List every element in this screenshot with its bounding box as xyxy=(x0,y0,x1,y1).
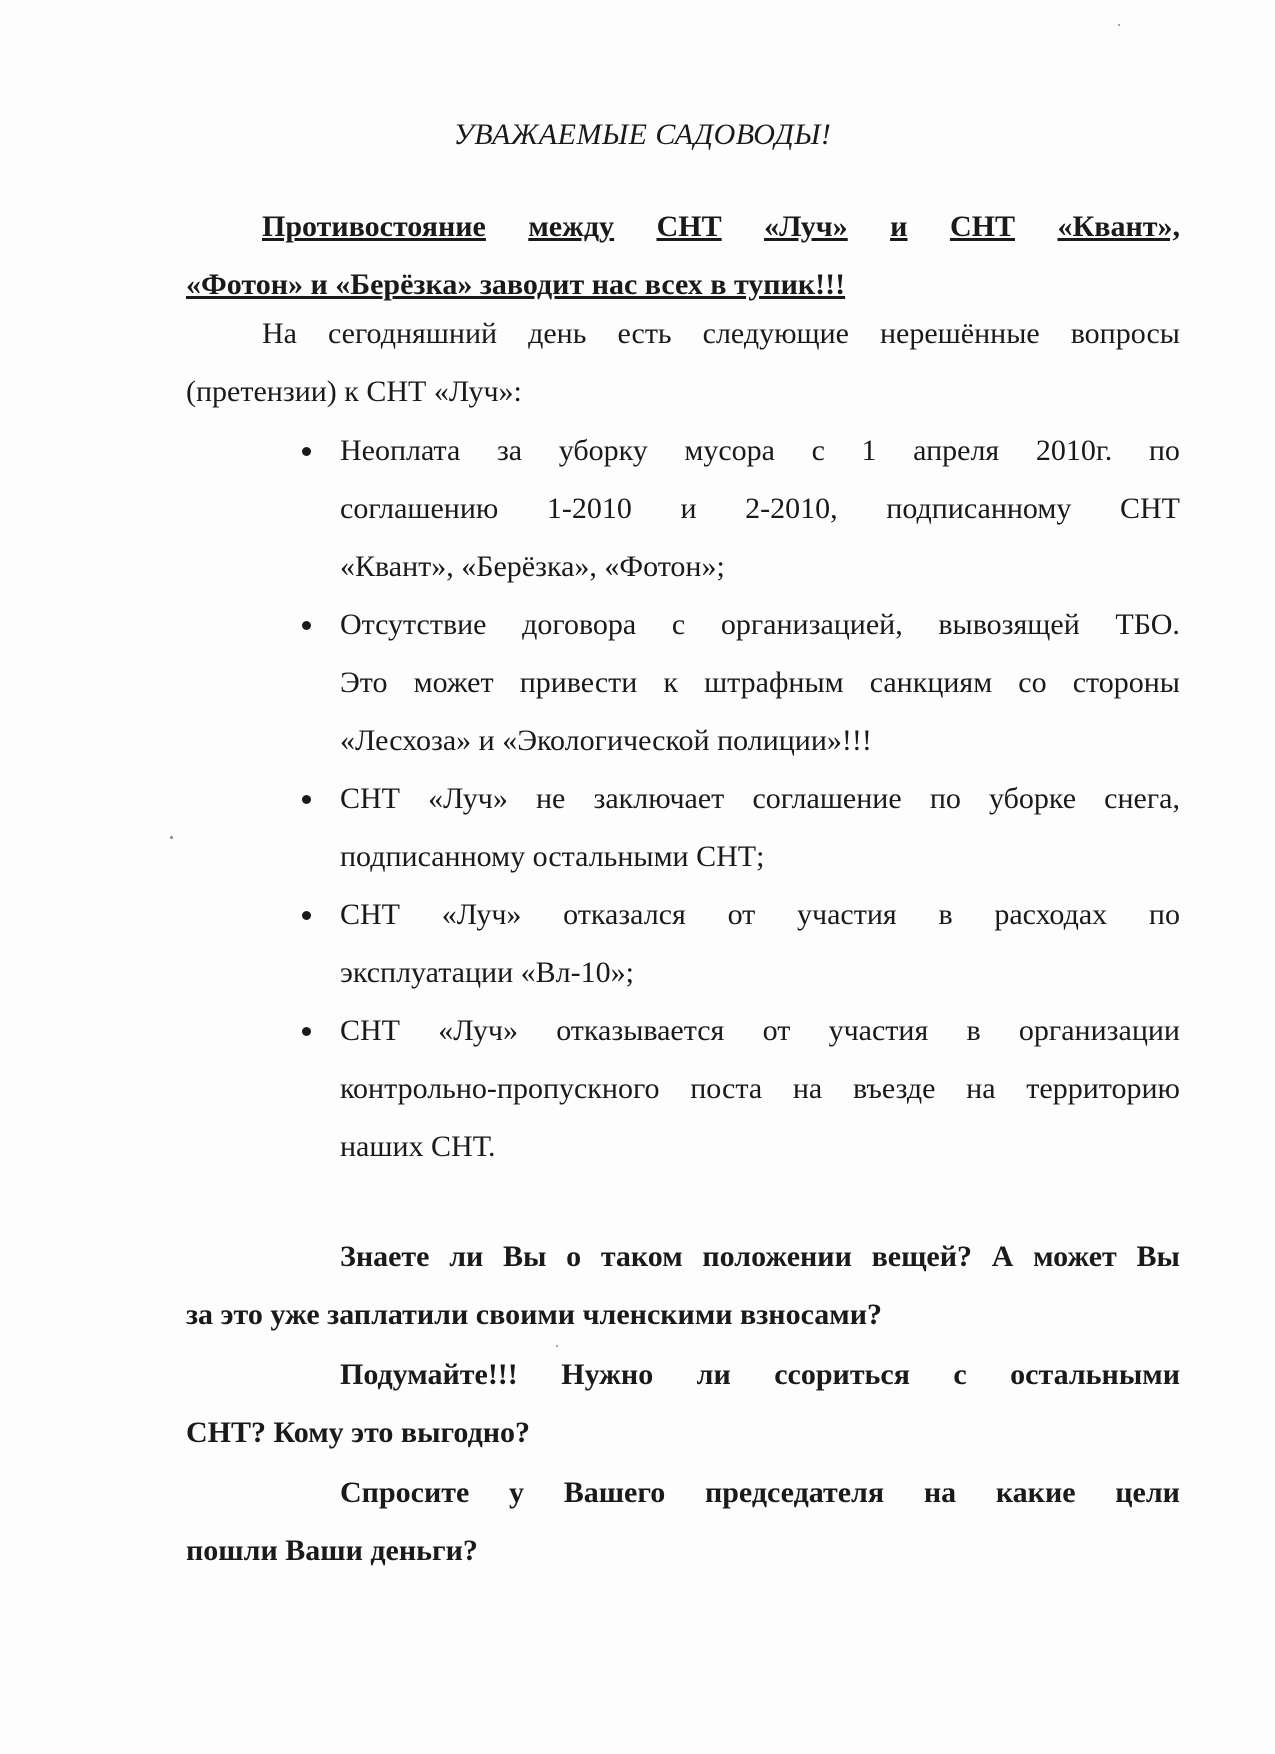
word: вывозящей xyxy=(938,608,1080,641)
word: по xyxy=(1148,898,1180,931)
word: с xyxy=(811,434,825,467)
word: поста xyxy=(690,1072,763,1105)
word: положении xyxy=(702,1240,852,1273)
word: с xyxy=(953,1358,967,1391)
word: какие xyxy=(995,1476,1076,1509)
word: снега, xyxy=(1104,782,1180,815)
word: договора xyxy=(522,608,637,641)
word: по xyxy=(929,782,961,815)
closing-paragraph xyxy=(186,1346,1180,1462)
list-item-line xyxy=(340,654,1180,712)
word: На xyxy=(262,317,297,350)
word: сегодняшний xyxy=(328,317,498,350)
intro-line-1 xyxy=(186,305,1180,363)
word: таком xyxy=(600,1240,683,1273)
word: остальными xyxy=(1010,1358,1180,1391)
bullet-icon xyxy=(302,1027,311,1036)
word: и xyxy=(890,210,908,243)
word: о xyxy=(566,1240,582,1273)
word: Противостояние xyxy=(262,210,486,243)
word: есть xyxy=(617,317,672,350)
word: ссориться xyxy=(774,1358,910,1391)
word: по xyxy=(1148,434,1180,467)
word: отказался xyxy=(563,898,686,931)
word: председателя xyxy=(704,1476,885,1509)
bullet-icon xyxy=(302,621,311,630)
word: цели xyxy=(1115,1476,1180,1509)
word: у xyxy=(509,1476,524,1509)
word: «Квант», xyxy=(1057,210,1180,243)
word: участия xyxy=(797,898,897,931)
word: организации xyxy=(1018,1014,1180,1047)
list-item-line xyxy=(340,596,1180,654)
word: Спросите xyxy=(340,1476,470,1509)
closing-line-2: за это уже заплатили своими членскими взносами? xyxy=(186,1298,882,1331)
word: заключает xyxy=(593,782,725,815)
scan-speck xyxy=(556,1345,558,1347)
word: Подумайте!!! xyxy=(340,1358,518,1391)
word: может xyxy=(1033,1240,1117,1273)
word: территорию xyxy=(1026,1072,1180,1105)
word: СНТ xyxy=(340,782,400,815)
word: Знаете xyxy=(340,1240,430,1273)
word: штрафным xyxy=(704,666,844,699)
word: СНТ xyxy=(656,210,722,243)
headline-line-2: «Фотон» и «Берёзка» заводит нас всех в тупик!!! xyxy=(186,268,846,301)
word: с xyxy=(671,608,686,641)
list-item-line: «Квант», «Берёзка», «Фотон»; xyxy=(340,550,725,583)
word: ТБО. xyxy=(1115,608,1180,641)
headline xyxy=(186,198,1180,314)
word: ли xyxy=(449,1240,484,1273)
word: «Луч» xyxy=(438,1014,518,1047)
word: СНТ xyxy=(949,210,1015,243)
scan-speck xyxy=(1118,24,1120,26)
list-item xyxy=(300,770,1180,886)
word: на xyxy=(792,1072,823,1105)
closing-line-1 xyxy=(186,1464,1180,1522)
word: 2010г. xyxy=(1035,434,1113,467)
word: со xyxy=(1018,666,1047,699)
word: санкциям xyxy=(869,666,993,699)
scan-speck xyxy=(170,836,173,839)
word: участия xyxy=(828,1014,929,1047)
word: от xyxy=(762,1014,791,1047)
word: «Луч» xyxy=(428,782,508,815)
word: вещей? xyxy=(871,1240,973,1273)
word: уборке xyxy=(989,782,1077,815)
page-title: УВАЖАЕМЫЕ САДОВОДЫ! xyxy=(453,118,832,151)
word: Нужно xyxy=(561,1358,654,1391)
word: апреля xyxy=(913,434,1000,467)
word: СНТ xyxy=(340,1014,400,1047)
closing-line-1 xyxy=(186,1346,1180,1404)
closing-line-2: СНТ? Кому это выгодно? xyxy=(186,1416,531,1449)
word: день xyxy=(528,317,587,350)
word: расходах xyxy=(994,898,1108,931)
intro-paragraph xyxy=(186,305,1180,421)
word: 1-2010 xyxy=(546,492,632,525)
closing-paragraph xyxy=(186,1228,1180,1344)
word: 2-2010, xyxy=(745,492,838,525)
list-item xyxy=(300,1002,1180,1176)
word: «Луч» xyxy=(764,210,848,243)
list-item xyxy=(300,886,1180,1002)
word: на xyxy=(923,1476,957,1509)
bullet-icon xyxy=(302,911,311,920)
word: в xyxy=(938,898,953,931)
word: привести xyxy=(519,666,638,699)
word: ли xyxy=(696,1358,731,1391)
closing-paragraph xyxy=(186,1464,1180,1580)
word: организацией, xyxy=(720,608,903,641)
word: нерешённые xyxy=(880,317,1040,350)
headline-line-1 xyxy=(186,198,1180,256)
word: Вашего xyxy=(563,1476,666,1509)
list-item-line: «Лесхоза» и «Экологической полиции»!!! xyxy=(340,724,872,757)
closing-line-1 xyxy=(186,1228,1180,1286)
word: может xyxy=(413,666,494,699)
list-item xyxy=(300,422,1180,596)
word: А xyxy=(991,1240,1014,1273)
word: в xyxy=(966,1014,981,1047)
list-item-line: эксплуатации «Вл-10»; xyxy=(340,956,634,989)
list-item-line: наших СНТ. xyxy=(340,1130,496,1163)
word: не xyxy=(535,782,566,815)
word: 1 xyxy=(861,434,877,467)
word: на xyxy=(966,1072,996,1105)
closing-line-2: пошли Ваши деньги? xyxy=(186,1534,478,1567)
word: Это xyxy=(340,666,388,699)
list-item-line xyxy=(340,1002,1180,1060)
word: Отсутствие xyxy=(340,608,487,641)
word: вопросы xyxy=(1070,317,1180,350)
word: стороны xyxy=(1072,666,1180,699)
list-item-line xyxy=(340,422,1180,480)
word: уборку xyxy=(558,434,648,467)
word: контрольно-пропускного xyxy=(340,1072,660,1105)
list-item-line xyxy=(340,480,1180,538)
list-item-line xyxy=(340,886,1180,944)
word: от xyxy=(727,898,756,931)
list-item-line xyxy=(340,1060,1180,1118)
word: СНТ xyxy=(340,898,400,931)
word: между xyxy=(528,210,615,243)
word: следующие xyxy=(702,317,849,350)
word: и xyxy=(680,492,697,525)
claims-list xyxy=(300,422,1180,1176)
word: мусора xyxy=(684,434,775,467)
word: отказывается xyxy=(556,1014,725,1047)
word: Вы xyxy=(503,1240,547,1273)
word: соглашение xyxy=(752,782,902,815)
word: Неоплата xyxy=(340,434,461,467)
list-item xyxy=(300,596,1180,770)
word: к xyxy=(663,666,678,699)
bullet-icon xyxy=(302,447,311,456)
intro-line-2: (претензии) к СНТ «Луч»: xyxy=(186,375,522,408)
word: подписанному xyxy=(886,492,1072,525)
word: соглашению xyxy=(340,492,499,525)
word: за xyxy=(496,434,523,467)
word: Вы xyxy=(1136,1240,1180,1273)
list-item-line xyxy=(340,770,1180,828)
word: въезде xyxy=(852,1072,936,1105)
bullet-icon xyxy=(302,795,311,804)
word: «Луч» xyxy=(441,898,522,931)
word: СНТ xyxy=(1119,492,1180,525)
list-item-line: подписанному остальными СНТ; xyxy=(340,840,765,873)
